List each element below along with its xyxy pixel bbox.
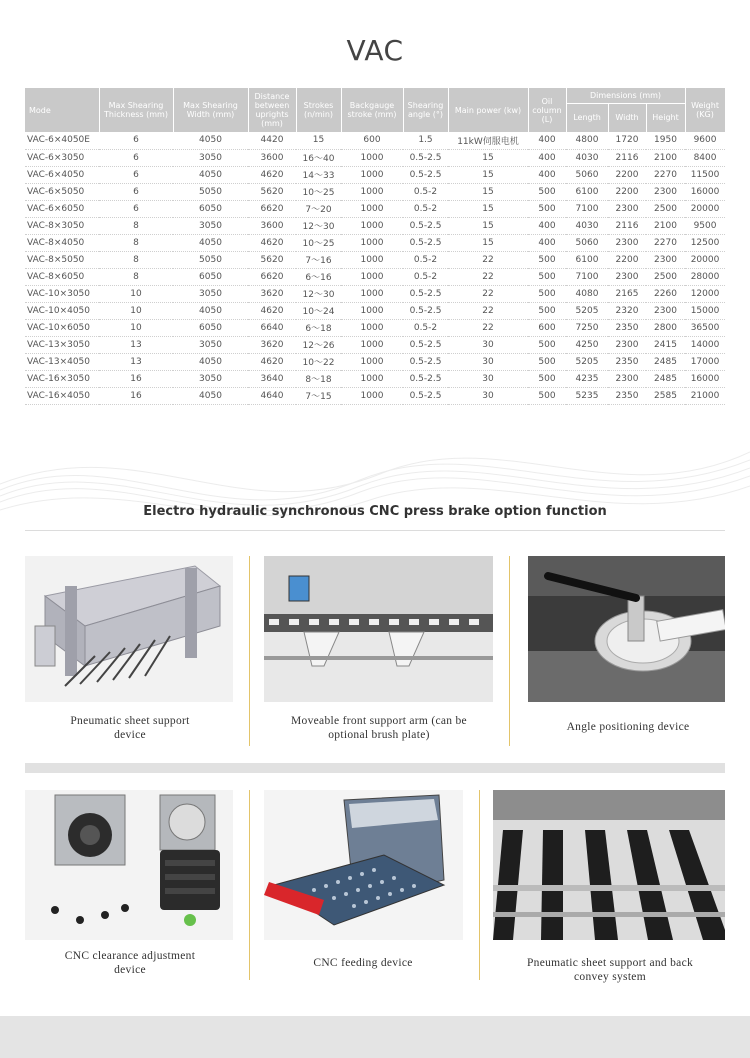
table-cell: 10 [99, 302, 173, 319]
table-cell: 12000 [685, 285, 725, 302]
table-cell: 2415 [646, 336, 685, 353]
table-cell: 10～25 [296, 183, 341, 200]
header-distance: Distance between uprights (mm) [248, 88, 296, 132]
table-row [25, 302, 725, 319]
table-cell: 5205 [566, 302, 608, 319]
table-cell: 28000 [685, 268, 725, 285]
table-cell: 15 [448, 234, 528, 251]
table-row [25, 251, 725, 268]
table-cell: 3600 [248, 149, 296, 166]
table-cell: 4250 [566, 336, 608, 353]
table-cell: 2500 [646, 268, 685, 285]
table-cell: 15 [448, 149, 528, 166]
table-cell: 12～30 [296, 285, 341, 302]
footer-band [0, 1016, 750, 1058]
table-cell: 2100 [646, 149, 685, 166]
table-cell: 3050 [173, 285, 248, 302]
page-title: VAC [346, 34, 404, 67]
table-cell: 4620 [248, 302, 296, 319]
table-cell: 3620 [248, 336, 296, 353]
header-backgauge: Backgauge stroke (mm) [341, 88, 403, 132]
table-row [25, 336, 725, 353]
caption-pneumatic-sheet-support: Pneumatic sheet support device [70, 715, 190, 741]
column-divider [249, 556, 250, 746]
table-cell: 2300 [608, 268, 646, 285]
column-divider [479, 790, 480, 980]
header-oil: Oil column (L) [528, 88, 566, 132]
table-cell: 8 [99, 268, 173, 285]
section-divider [25, 530, 725, 531]
table-cell: 2500 [646, 200, 685, 217]
header-power: Main power (kw) [448, 88, 528, 132]
table-cell: 500 [528, 336, 566, 353]
table-cell: 0.5-2.5 [403, 336, 448, 353]
table-cell: 8 [99, 251, 173, 268]
table-cell: 15 [296, 132, 341, 149]
table-cell: 6 [99, 183, 173, 200]
table-row [25, 166, 725, 183]
table-cell: 4050 [173, 387, 248, 404]
table-cell: 6050 [173, 200, 248, 217]
table-cell: 14000 [685, 336, 725, 353]
table-cell: 3600 [248, 217, 296, 234]
table-cell: 600 [341, 132, 403, 149]
model-cell: VAC-13×3050 [25, 336, 99, 353]
table-cell: 13 [99, 336, 173, 353]
table-cell: 30 [448, 336, 528, 353]
model-cell: VAC-10×3050 [25, 285, 99, 302]
table-cell: 2270 [646, 234, 685, 251]
caption-pneumatic-back-convey: Pneumatic sheet support and back convey system [526, 957, 694, 983]
header-strokes: Strokes (n/min) [296, 88, 341, 132]
caption-cnc-clearance: CNC clearance adjustment device [64, 950, 196, 976]
model-cell: VAC-8×5050 [25, 251, 99, 268]
table-cell: 4050 [173, 166, 248, 183]
table-cell: 2116 [608, 149, 646, 166]
table-cell: 4050 [173, 353, 248, 370]
table-cell: 6050 [173, 319, 248, 336]
table-row [25, 217, 725, 234]
table-cell: 4030 [566, 217, 608, 234]
table-cell: 500 [528, 200, 566, 217]
table-row [25, 183, 725, 200]
table-cell: 500 [528, 251, 566, 268]
table-cell: 10～22 [296, 353, 341, 370]
table-cell: 5620 [248, 183, 296, 200]
option-image-cnc-clearance [25, 790, 233, 940]
table-cell: 600 [528, 319, 566, 336]
table-cell: 22 [448, 319, 528, 336]
table-cell: 0.5-2.5 [403, 217, 448, 234]
table-cell: 2350 [608, 319, 646, 336]
table-cell: 1000 [341, 336, 403, 353]
header-thickness: Max Shearing Thickness (mm) [99, 88, 173, 132]
table-cell: 3620 [248, 285, 296, 302]
table-cell: 1950 [646, 132, 685, 149]
table-cell: 12～30 [296, 217, 341, 234]
table-cell: 0.5-2.5 [403, 370, 448, 387]
table-cell: 20000 [685, 200, 725, 217]
table-cell: 16 [99, 387, 173, 404]
table-cell: 22 [448, 285, 528, 302]
spec-table-body [25, 132, 725, 404]
table-cell: 2300 [608, 370, 646, 387]
table-cell: 0.5-2.5 [403, 387, 448, 404]
caption-front-support-arm: Moveable front support arm (can be optional brush plate) [291, 715, 467, 741]
table-cell: 2300 [608, 336, 646, 353]
table-cell: 6050 [173, 268, 248, 285]
option-image-front-support-arm [264, 556, 493, 702]
column-divider [249, 790, 250, 980]
table-cell: 500 [528, 370, 566, 387]
table-cell: 1000 [341, 353, 403, 370]
table-cell: 2300 [646, 251, 685, 268]
table-cell: 22 [448, 268, 528, 285]
table-cell: 3050 [173, 149, 248, 166]
table-cell: 1000 [341, 251, 403, 268]
table-cell: 0.5-2 [403, 200, 448, 217]
table-cell: 2200 [608, 251, 646, 268]
table-cell: 4640 [248, 387, 296, 404]
table-cell: 16～40 [296, 149, 341, 166]
table-cell: 13 [99, 353, 173, 370]
model-cell: VAC-6×5050 [25, 183, 99, 200]
table-row [25, 234, 725, 251]
table-cell: 7～16 [296, 251, 341, 268]
table-cell: 36500 [685, 319, 725, 336]
table-row [25, 319, 725, 336]
table-cell: 4235 [566, 370, 608, 387]
table-cell: 1000 [341, 183, 403, 200]
table-cell: 7250 [566, 319, 608, 336]
option-image-angle-positioning [528, 556, 725, 702]
table-cell: 2320 [608, 302, 646, 319]
table-row [25, 200, 725, 217]
model-cell: VAC-8×6050 [25, 268, 99, 285]
model-cell: VAC-16×4050 [25, 387, 99, 404]
table-cell: 3050 [173, 370, 248, 387]
table-cell: 6 [99, 149, 173, 166]
table-cell: 500 [528, 353, 566, 370]
table-cell: 0.5-2.5 [403, 285, 448, 302]
model-cell: VAC-16×3050 [25, 370, 99, 387]
table-cell: 6～18 [296, 319, 341, 336]
table-cell: 6 [99, 132, 173, 149]
table-cell: 1000 [341, 370, 403, 387]
table-cell: 500 [528, 302, 566, 319]
table-cell: 6620 [248, 200, 296, 217]
table-cell: 10 [99, 285, 173, 302]
table-cell: 12500 [685, 234, 725, 251]
table-row [25, 370, 725, 387]
header-dim-width: Width [608, 103, 646, 132]
model-cell: VAC-6×4050E [25, 132, 99, 149]
table-cell: 15 [448, 166, 528, 183]
table-cell: 2300 [608, 234, 646, 251]
table-cell: 1000 [341, 166, 403, 183]
table-cell: 15 [448, 217, 528, 234]
table-cell: 5235 [566, 387, 608, 404]
table-row [25, 132, 725, 149]
table-cell: 3050 [173, 217, 248, 234]
model-cell: VAC-8×4050 [25, 234, 99, 251]
table-cell: 6～16 [296, 268, 341, 285]
section-title: Electro hydraulic synchronous CNC press brake option function [143, 504, 607, 519]
table-cell: 500 [528, 183, 566, 200]
table-cell: 4800 [566, 132, 608, 149]
spec-table [25, 88, 726, 405]
table-cell: 8～18 [296, 370, 341, 387]
table-cell: 15000 [685, 302, 725, 319]
table-cell: 500 [528, 268, 566, 285]
table-cell: 0.5-2 [403, 268, 448, 285]
table-cell: 5050 [173, 251, 248, 268]
table-cell: 6640 [248, 319, 296, 336]
table-cell: 4420 [248, 132, 296, 149]
table-cell: 10 [99, 319, 173, 336]
model-cell: VAC-6×6050 [25, 200, 99, 217]
table-cell: 1.5 [403, 132, 448, 149]
table-cell: 11500 [685, 166, 725, 183]
table-cell: 4050 [173, 132, 248, 149]
model-cell: VAC-10×4050 [25, 302, 99, 319]
table-cell: 30 [448, 387, 528, 404]
table-cell: 2485 [646, 370, 685, 387]
table-cell: 400 [528, 149, 566, 166]
table-cell: 6620 [248, 268, 296, 285]
table-cell: 2100 [646, 217, 685, 234]
table-cell: 12～26 [296, 336, 341, 353]
table-cell: 2200 [608, 166, 646, 183]
table-cell: 15 [448, 183, 528, 200]
header-angle: Shearing angle (°) [403, 88, 448, 132]
table-cell: 0.5-2 [403, 183, 448, 200]
table-cell: 4080 [566, 285, 608, 302]
table-cell: 2260 [646, 285, 685, 302]
table-cell: 1000 [341, 285, 403, 302]
table-cell: 2585 [646, 387, 685, 404]
table-cell: 10～24 [296, 302, 341, 319]
model-cell: VAC-10×6050 [25, 319, 99, 336]
header-weight: Weight (KG) [685, 88, 725, 132]
table-cell: 400 [528, 234, 566, 251]
table-cell: 1000 [341, 302, 403, 319]
table-cell: 7～20 [296, 200, 341, 217]
table-cell: 2350 [608, 353, 646, 370]
table-cell: 8400 [685, 149, 725, 166]
table-cell: 1000 [341, 268, 403, 285]
decorative-wave-lines [0, 430, 750, 550]
column-divider [509, 556, 510, 746]
table-row [25, 387, 725, 404]
option-image-pneumatic-sheet-support [25, 556, 233, 702]
table-cell: 1000 [341, 234, 403, 251]
table-cell: 1000 [341, 387, 403, 404]
table-cell: 7100 [566, 268, 608, 285]
table-cell: 9600 [685, 132, 725, 149]
table-cell: 17000 [685, 353, 725, 370]
table-cell: 0.5-2.5 [403, 166, 448, 183]
table-cell: 16000 [685, 183, 725, 200]
header-width: Max Shearing Width (mm) [173, 88, 248, 132]
table-cell: 22 [448, 251, 528, 268]
table-row [25, 149, 725, 166]
header-height: Height [646, 103, 685, 132]
table-cell: 0.5-2.5 [403, 149, 448, 166]
table-cell: 4620 [248, 234, 296, 251]
table-cell: 2485 [646, 353, 685, 370]
table-cell: 7～15 [296, 387, 341, 404]
table-cell: 30 [448, 370, 528, 387]
table-cell: 2270 [646, 166, 685, 183]
table-cell: 1000 [341, 149, 403, 166]
table-cell: 3640 [248, 370, 296, 387]
table-cell: 16 [99, 370, 173, 387]
table-cell: 5050 [173, 183, 248, 200]
table-cell: 5060 [566, 166, 608, 183]
table-cell: 0.5-2 [403, 251, 448, 268]
table-cell: 1720 [608, 132, 646, 149]
table-cell: 6 [99, 200, 173, 217]
table-cell: 30 [448, 353, 528, 370]
table-cell: 0.5-2.5 [403, 302, 448, 319]
table-cell: 2300 [608, 200, 646, 217]
table-cell: 0.5-2.5 [403, 234, 448, 251]
table-cell: 500 [528, 387, 566, 404]
header-dimensions: Dimensions (mm) [566, 88, 685, 103]
table-cell: 2800 [646, 319, 685, 336]
model-cell: VAC-13×4050 [25, 353, 99, 370]
table-cell: 11kW伺服电机 [448, 132, 528, 149]
table-cell: 8 [99, 217, 173, 234]
table-cell: 4620 [248, 166, 296, 183]
table-cell: 21000 [685, 387, 725, 404]
model-cell: VAC-8×3050 [25, 217, 99, 234]
option-image-pneumatic-back-convey [493, 790, 725, 940]
table-cell: 14～33 [296, 166, 341, 183]
table-cell: 2300 [646, 302, 685, 319]
model-cell: VAC-6×4050 [25, 166, 99, 183]
table-cell: 5060 [566, 234, 608, 251]
header-model: Mode [25, 88, 99, 132]
table-cell: 2350 [608, 387, 646, 404]
table-cell: 6100 [566, 251, 608, 268]
table-cell: 1000 [341, 200, 403, 217]
table-cell: 1000 [341, 319, 403, 336]
table-cell: 4620 [248, 353, 296, 370]
table-cell: 6 [99, 166, 173, 183]
table-cell: 2200 [608, 183, 646, 200]
table-cell: 4050 [173, 234, 248, 251]
table-cell: 5205 [566, 353, 608, 370]
table-cell: 4030 [566, 149, 608, 166]
table-cell: 2116 [608, 217, 646, 234]
table-cell: 4050 [173, 302, 248, 319]
table-cell: 8 [99, 234, 173, 251]
option-image-cnc-feeding [264, 790, 463, 940]
table-cell: 400 [528, 166, 566, 183]
table-cell: 6100 [566, 183, 608, 200]
table-cell: 0.5-2 [403, 319, 448, 336]
row-separator-bar [25, 763, 725, 773]
table-cell: 5620 [248, 251, 296, 268]
table-cell: 1000 [341, 217, 403, 234]
table-cell: 400 [528, 132, 566, 149]
table-cell: 3050 [173, 336, 248, 353]
table-row [25, 268, 725, 285]
table-cell: 9500 [685, 217, 725, 234]
table-cell: 20000 [685, 251, 725, 268]
model-cell: VAC-6×3050 [25, 149, 99, 166]
table-cell: 2165 [608, 285, 646, 302]
table-cell: 400 [528, 217, 566, 234]
table-cell: 0.5-2.5 [403, 353, 448, 370]
table-cell: 10～25 [296, 234, 341, 251]
table-cell: 2300 [646, 183, 685, 200]
table-row [25, 353, 725, 370]
table-row [25, 285, 725, 302]
caption-cnc-feeding: CNC feeding device [313, 957, 413, 969]
table-cell: 7100 [566, 200, 608, 217]
table-cell: 22 [448, 302, 528, 319]
caption-angle-positioning: Angle positioning device [566, 721, 690, 733]
table-cell: 16000 [685, 370, 725, 387]
table-cell: 15 [448, 200, 528, 217]
table-cell: 500 [528, 285, 566, 302]
header-length: Length [566, 103, 608, 132]
